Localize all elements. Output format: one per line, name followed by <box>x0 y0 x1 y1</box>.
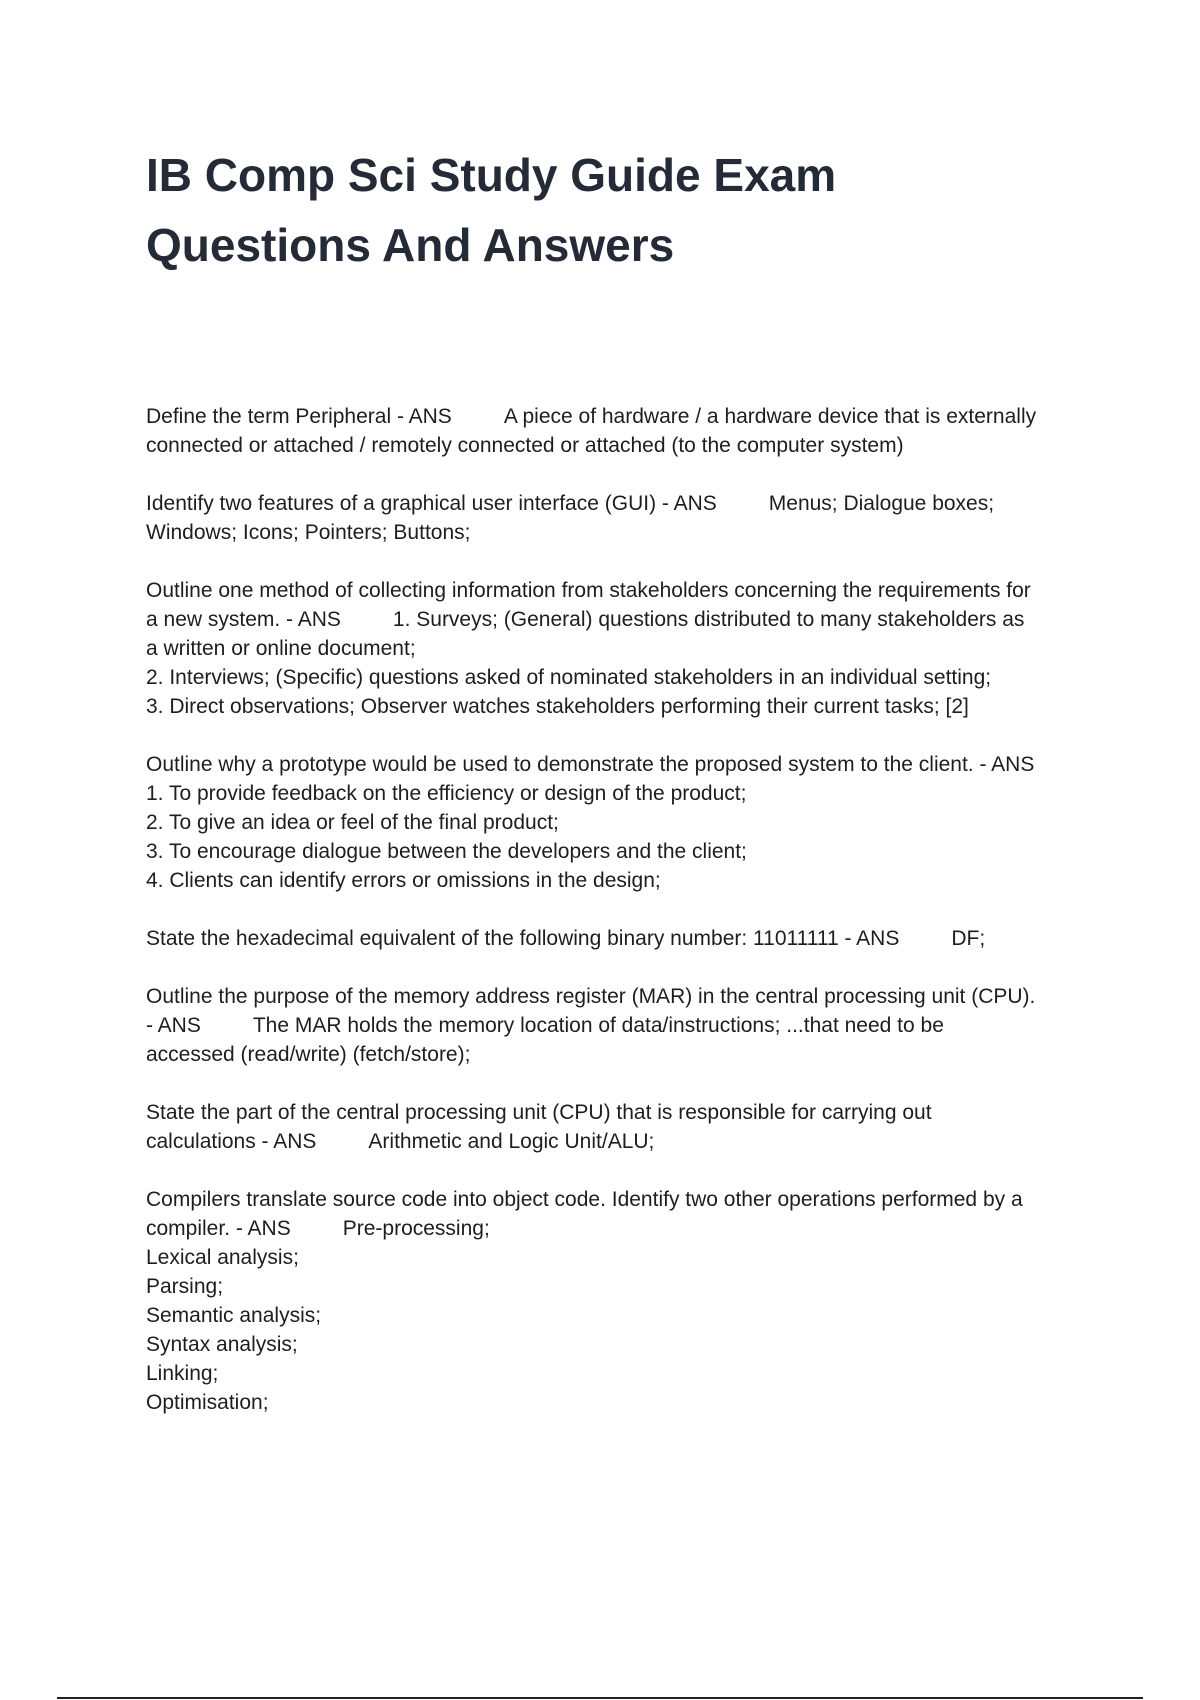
qa-item <box>146 1185 1106 1417</box>
qa-text: Windows; Icons; Pointers; Buttons; <box>146 521 471 544</box>
qa-item <box>146 402 1106 460</box>
qa-item <box>146 576 1106 721</box>
qa-text: Outline the purpose of the memory address register (MAR) in the central processing unit (CPU). <box>146 985 1036 1008</box>
qa-text: Semantic analysis; <box>146 1304 322 1327</box>
qa-text: calculations - ANS <box>146 1130 317 1153</box>
qa-text: 3. To encourage dialogue between the developers and the client; <box>146 840 747 863</box>
qa-text: - ANS <box>146 1014 201 1037</box>
qa-text: Identify two features of a graphical user interface (GUI) - ANS <box>146 492 717 515</box>
qa-line <box>146 489 1106 518</box>
qa-text: 4. Clients can identify errors or omissions in the design; <box>146 869 661 892</box>
answer-text: Pre-processing; <box>342 1217 490 1240</box>
qa-line <box>146 1040 1106 1069</box>
qa-line <box>146 1243 1106 1272</box>
qa-line <box>146 1098 1106 1127</box>
qa-item <box>146 982 1106 1069</box>
qa-text: Optimisation; <box>146 1391 269 1414</box>
qa-item <box>146 489 1106 547</box>
qa-line <box>146 1330 1106 1359</box>
qa-line <box>146 692 1106 721</box>
qa-line <box>146 837 1106 866</box>
qa-text: Define the term Peripheral - ANS <box>146 405 452 428</box>
qa-line <box>146 402 1106 431</box>
qa-line <box>146 1011 1106 1040</box>
qa-item <box>146 924 1106 953</box>
document-title <box>146 140 1046 280</box>
qa-text: accessed (read/write) (fetch/store); <box>146 1043 471 1066</box>
qa-text: Compilers translate source code into object code. Identify two other operations performed by a <box>146 1188 1023 1211</box>
qa-line <box>146 1301 1106 1330</box>
qa-line <box>146 1359 1106 1388</box>
qa-text: State the part of the central processing unit (CPU) that is responsible for carrying out <box>146 1101 932 1124</box>
qa-line <box>146 1127 1106 1156</box>
qa-text: 1. To provide feedback on the efficiency or design of the product; <box>146 782 747 805</box>
qa-line <box>146 1185 1106 1214</box>
qa-text: Syntax analysis; <box>146 1333 298 1356</box>
qa-text: a new system. - ANS <box>146 608 341 631</box>
qa-line <box>146 663 1106 692</box>
title-line-2: Questions And Answers <box>146 219 675 271</box>
qa-line <box>146 518 1106 547</box>
qa-text: Parsing; <box>146 1275 224 1298</box>
qa-line <box>146 982 1106 1011</box>
qa-line <box>146 808 1106 837</box>
answer-text: The MAR holds the memory location of data/instructions; ...that need to be <box>252 1014 944 1037</box>
qa-line <box>146 1214 1106 1243</box>
qa-line <box>146 431 1106 460</box>
qa-text: Outline one method of collecting information from stakeholders concerning the requirements for <box>146 579 1031 602</box>
qa-text: a written or online document; <box>146 637 416 660</box>
qa-line <box>146 779 1106 808</box>
qa-item <box>146 1098 1106 1156</box>
qa-line <box>146 576 1106 605</box>
answer-text: DF; <box>951 927 986 950</box>
title-line-1: IB Comp Sci Study Guide Exam <box>146 149 837 201</box>
qa-text: Lexical analysis; <box>146 1246 299 1269</box>
qa-text: 3. Direct observations; Observer watches stakeholders performing their current tasks; [2] <box>146 695 969 718</box>
qa-line <box>146 1272 1106 1301</box>
qa-text: Linking; <box>146 1362 219 1385</box>
qa-text: connected or attached / remotely connected or attached (to the computer system) <box>146 434 904 457</box>
qa-list <box>146 402 1106 1446</box>
qa-line <box>146 1388 1106 1417</box>
qa-line <box>146 866 1106 895</box>
qa-text: Outline why a prototype would be used to demonstrate the proposed system to the client. - ANS <box>146 753 1035 776</box>
qa-line <box>146 605 1106 634</box>
qa-item <box>146 750 1106 895</box>
qa-text: 2. Interviews; (Specific) questions asked of nominated stakeholders in an individual setting; <box>146 666 992 689</box>
answer-text: Arithmetic and Logic Unit/ALU; <box>368 1130 655 1153</box>
footer-divider <box>57 1697 1143 1699</box>
qa-line <box>146 750 1106 779</box>
qa-text: 2. To give an idea or feel of the final product; <box>146 811 559 834</box>
qa-line <box>146 634 1106 663</box>
answer-text: 1. Surveys; (General) questions distributed to many stakeholders as <box>392 608 1025 631</box>
answer-text: Menus; Dialogue boxes; <box>768 492 995 515</box>
qa-text: State the hexadecimal equivalent of the following binary number: 11011111 - ANS <box>146 927 900 950</box>
qa-line <box>146 924 1106 953</box>
qa-text: compiler. - ANS <box>146 1217 291 1240</box>
answer-text: A piece of hardware / a hardware device that is externally <box>503 405 1037 428</box>
